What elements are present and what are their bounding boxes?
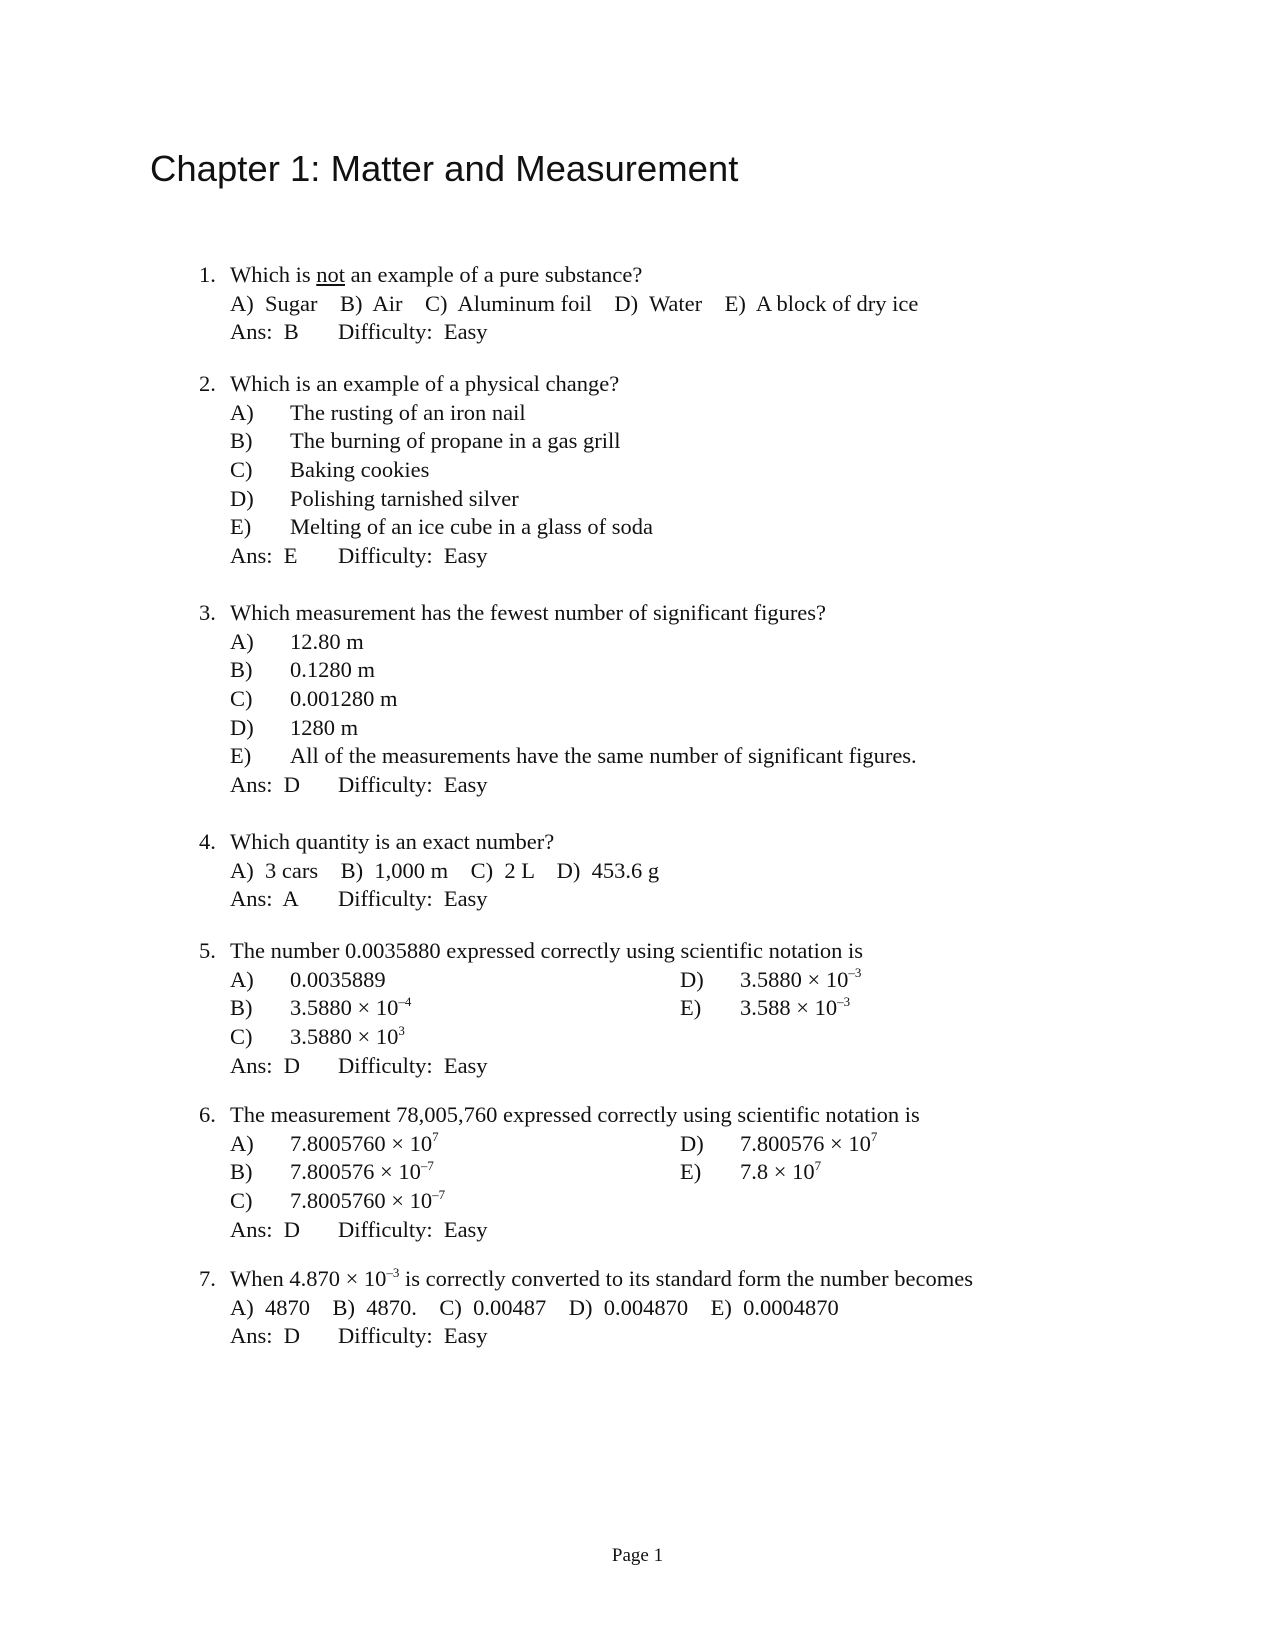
option-letter: B): [230, 428, 253, 454]
option-text: $3.5880 \times 10^3$: [290, 1022, 405, 1050]
option-text: $7.8 \times 10^7$: [740, 1157, 822, 1185]
option-letter: D): [680, 966, 704, 992]
answer-key: Ans: A: [230, 886, 299, 912]
exponent: –3: [386, 1264, 400, 1280]
exponent: 7: [870, 1129, 878, 1145]
question-number: 4.: [199, 829, 216, 854]
page-number: Page 1: [611, 1545, 664, 1566]
option-letter: B): [230, 1159, 253, 1185]
answer-key: Ans: E: [230, 543, 298, 569]
exponent: –7: [432, 1186, 446, 1202]
option-letter: D): [230, 714, 254, 740]
option-text: $7.8005760 \times 10^7$: [290, 1129, 439, 1156]
question-number: 3.: [199, 600, 216, 625]
exponent: –7: [420, 1157, 434, 1173]
difficulty: Difficulty: Easy: [338, 772, 488, 798]
option-letter: C): [230, 457, 253, 483]
option-text: $3.588 \times 10^{-3}$: [740, 993, 851, 1021]
answer-key: Ans: B: [230, 319, 299, 345]
option-letter: A): [230, 1130, 254, 1156]
option-text: Baking cookies: [290, 457, 430, 483]
option-text: $3.5880 \times 10^{-4}$: [290, 993, 412, 1021]
option-text: 0.1280 m: [290, 657, 376, 683]
option-text: $7.8005760 \times 10^{-7}$: [290, 1186, 446, 1214]
difficulty: Difficulty: Easy: [338, 543, 488, 569]
option-text: $7.800576 \times 10^{-7}$: [290, 1157, 434, 1185]
difficulty: Difficulty: Easy: [338, 1052, 488, 1078]
question-stem: Which is an example of a physical change?: [230, 371, 620, 396]
option-letter: D): [680, 1130, 704, 1156]
difficulty: Difficulty: Easy: [338, 1216, 488, 1242]
option-text: The burning of propane in a gas grill: [290, 428, 621, 454]
option-letter: A): [230, 628, 254, 654]
question-stem: Which quantity is an exact number?: [230, 829, 555, 854]
option-letter: C): [230, 686, 253, 712]
difficulty: Difficulty: Easy: [338, 886, 488, 912]
option-letter: B): [230, 657, 253, 683]
option-letter: A): [230, 399, 254, 425]
option-text: The rusting of an iron nail: [290, 399, 526, 425]
option-letter: B): [230, 995, 253, 1021]
difficulty: Difficulty: Easy: [338, 1323, 488, 1349]
question-stem: When $4.870 \times 10^{-3}$ is correctly converted to its standard form the number becomes: [230, 1264, 973, 1291]
answer-key: Ans: D: [230, 1216, 301, 1242]
difficulty: Difficulty: Easy: [338, 319, 488, 345]
question-number: 5.: [199, 938, 216, 963]
answer-key: Ans: D: [230, 1052, 301, 1078]
answer-key: Ans: D: [230, 772, 301, 798]
question-number: 2.: [199, 371, 216, 396]
answer-options: A) Sugar B) Air C) Aluminum foil D) Water E) A block of dry ice: [230, 290, 919, 316]
page-title: Chapter 1: Matter and Measurement: [150, 148, 739, 189]
option-letter: E): [230, 743, 252, 769]
exponent: 7: [432, 1129, 439, 1145]
exponent: –3: [837, 993, 851, 1009]
answer-options: A) 4870 B) 4870. C) 0.00487 D) 0.004870 E) 0.0004870: [230, 1294, 839, 1320]
answer-key: Ans: D: [230, 1323, 301, 1349]
option-text: 0.001280 m: [290, 686, 398, 712]
option-letter: A): [230, 966, 254, 992]
option-text: 1280 m: [290, 714, 359, 740]
option-letter: E): [680, 1159, 702, 1185]
exponent: 7: [814, 1157, 822, 1173]
option-text: $7.800576 \times 10^7$: [740, 1129, 878, 1156]
question-stem: Which measurement has the fewest number of significant figures?: [230, 600, 827, 625]
exponent: –4: [398, 993, 412, 1009]
question-number: 7.: [199, 1266, 216, 1291]
exponent: –3: [848, 965, 862, 981]
option-text: All of the measurements have the same number of significant figures.: [290, 743, 917, 769]
underlined-word: not: [316, 262, 345, 287]
question-stem: The measurement 78,005,760 expressed correctly using scientific notation is: [230, 1102, 920, 1127]
question-number: 6.: [199, 1102, 216, 1127]
option-letter: D): [230, 485, 254, 511]
option-text: 0.0035889: [290, 966, 386, 992]
option-letter: C): [230, 1024, 253, 1050]
option-text: $3.5880 \times 10^{-3}$: [740, 965, 862, 992]
option-text: Polishing tarnished silver: [290, 485, 519, 511]
answer-options: A) 3 cars B) 1,000 m C) 2 L D) 453.6 g: [230, 857, 660, 883]
question-stem: The number 0.0035880 expressed correctly using scientific notation is: [230, 938, 863, 963]
question-stem: Which is not an example of a pure substance?: [230, 262, 643, 287]
exponent: 3: [398, 1022, 405, 1038]
option-text: 12.80 m: [290, 628, 364, 654]
question-number: 1.: [199, 262, 216, 287]
option-text: Melting of an ice cube in a glass of soda: [290, 514, 654, 540]
option-letter: C): [230, 1188, 253, 1214]
option-letter: E): [230, 514, 252, 540]
option-letter: E): [680, 995, 702, 1021]
